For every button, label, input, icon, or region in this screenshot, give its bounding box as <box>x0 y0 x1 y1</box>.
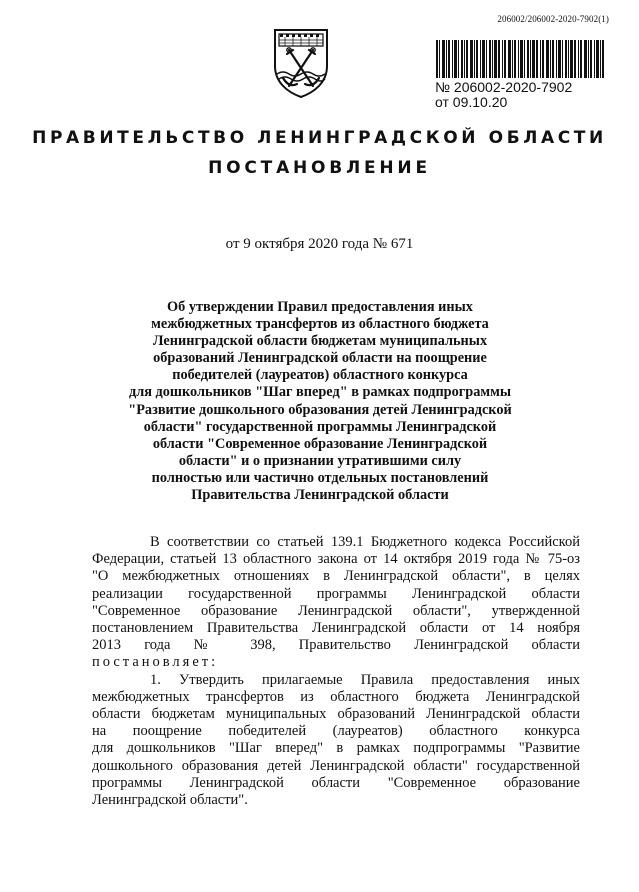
item-1-line: 1. Утвердить прилагаемые Правила предоставления иных <box>150 671 580 688</box>
heading-line: победителей (лауреатов) областного конкурса <box>172 367 468 384</box>
item-1-line: на поощрение победителей (лауреатов) областного конкурса <box>92 723 580 740</box>
item-1-line: межбюджетных трансфертов из областного бюджета Ленинградской <box>92 688 580 705</box>
barcode-icon <box>435 40 605 78</box>
item-1-line: дошкольного образования детей Ленинградской области" государственной <box>92 757 580 774</box>
heading-line: полностью или частично отдельных постановлений <box>151 469 489 486</box>
preamble-line: постановлением Правительства Ленинградской области от 14 ноября <box>92 620 580 637</box>
document-date-number: от 9 октября 2020 года № 671 <box>225 236 414 252</box>
heading-line: "Развитие дошкольного образования детей Ленинградской <box>128 401 512 418</box>
heading-line: для дошкольников "Шаг вперед" в рамках подпрограммы <box>128 384 512 401</box>
document-type: ПОСТАНОВЛЕНИЕ <box>208 158 431 178</box>
preamble-line: реализации государственной программы Ленинградской области <box>92 585 580 602</box>
preamble-line: "Современное образование Ленинградской области", утвержденной <box>92 602 580 619</box>
heading-line: образований Ленинградской области на поощрение <box>153 350 487 367</box>
preamble-line: "О межбюджетных отношениях в Ленинградской области", в целях <box>92 568 580 585</box>
document-id: 206002/206002-2020-7902(1) <box>497 14 609 24</box>
item-1-line: для дошкольников "Шаг вперед" в рамках подпрограммы "Развитие <box>92 740 580 757</box>
heading-line: Правительства Ленинградской области <box>191 487 449 504</box>
government-title: ПРАВИТЕЛЬСТВО ЛЕНИНГРАДСКОЙ ОБЛАСТИ <box>32 128 607 148</box>
preamble-line: 2013 года № 398, Правительство Ленинградской области <box>92 637 580 654</box>
preamble-line: В соответствии со статьей 139.1 Бюджетного кодекса Российской <box>150 534 580 550</box>
item-1-line: Ленинградской области". <box>92 792 248 809</box>
item-1-line: программы Ленинградской области "Современное образование <box>92 774 580 791</box>
heading-line: области" государственной программы Ленинградской <box>143 418 497 435</box>
heading-line: межбюджетных трансфертов из областного бюджета <box>151 316 489 333</box>
document-body <box>92 534 580 809</box>
item-1-line: области бюджетам муниципальных образований Ленинградской области <box>92 706 580 723</box>
document-heading <box>120 299 520 504</box>
preamble-paragraph <box>92 534 580 672</box>
preamble-line: Федерации, статьей 13 областного закона от 14 октября 2019 года № 75-оз <box>92 551 580 568</box>
decree-word: постановляет: <box>92 654 219 671</box>
heading-line: области "Современное образование Ленинградской <box>152 435 488 452</box>
registration-number: № 206002-2020-7902 <box>435 79 573 95</box>
heading-line: области" и о признании утратившими силу <box>178 452 462 469</box>
registration-date: от 09.10.20 <box>435 94 508 110</box>
coat-of-arms-icon <box>271 26 331 100</box>
heading-line: Ленинградской области бюджетам муниципальных <box>152 333 488 350</box>
heading-line: Об утверждении Правил предоставления иных <box>167 299 473 315</box>
item-1-paragraph <box>92 672 580 810</box>
